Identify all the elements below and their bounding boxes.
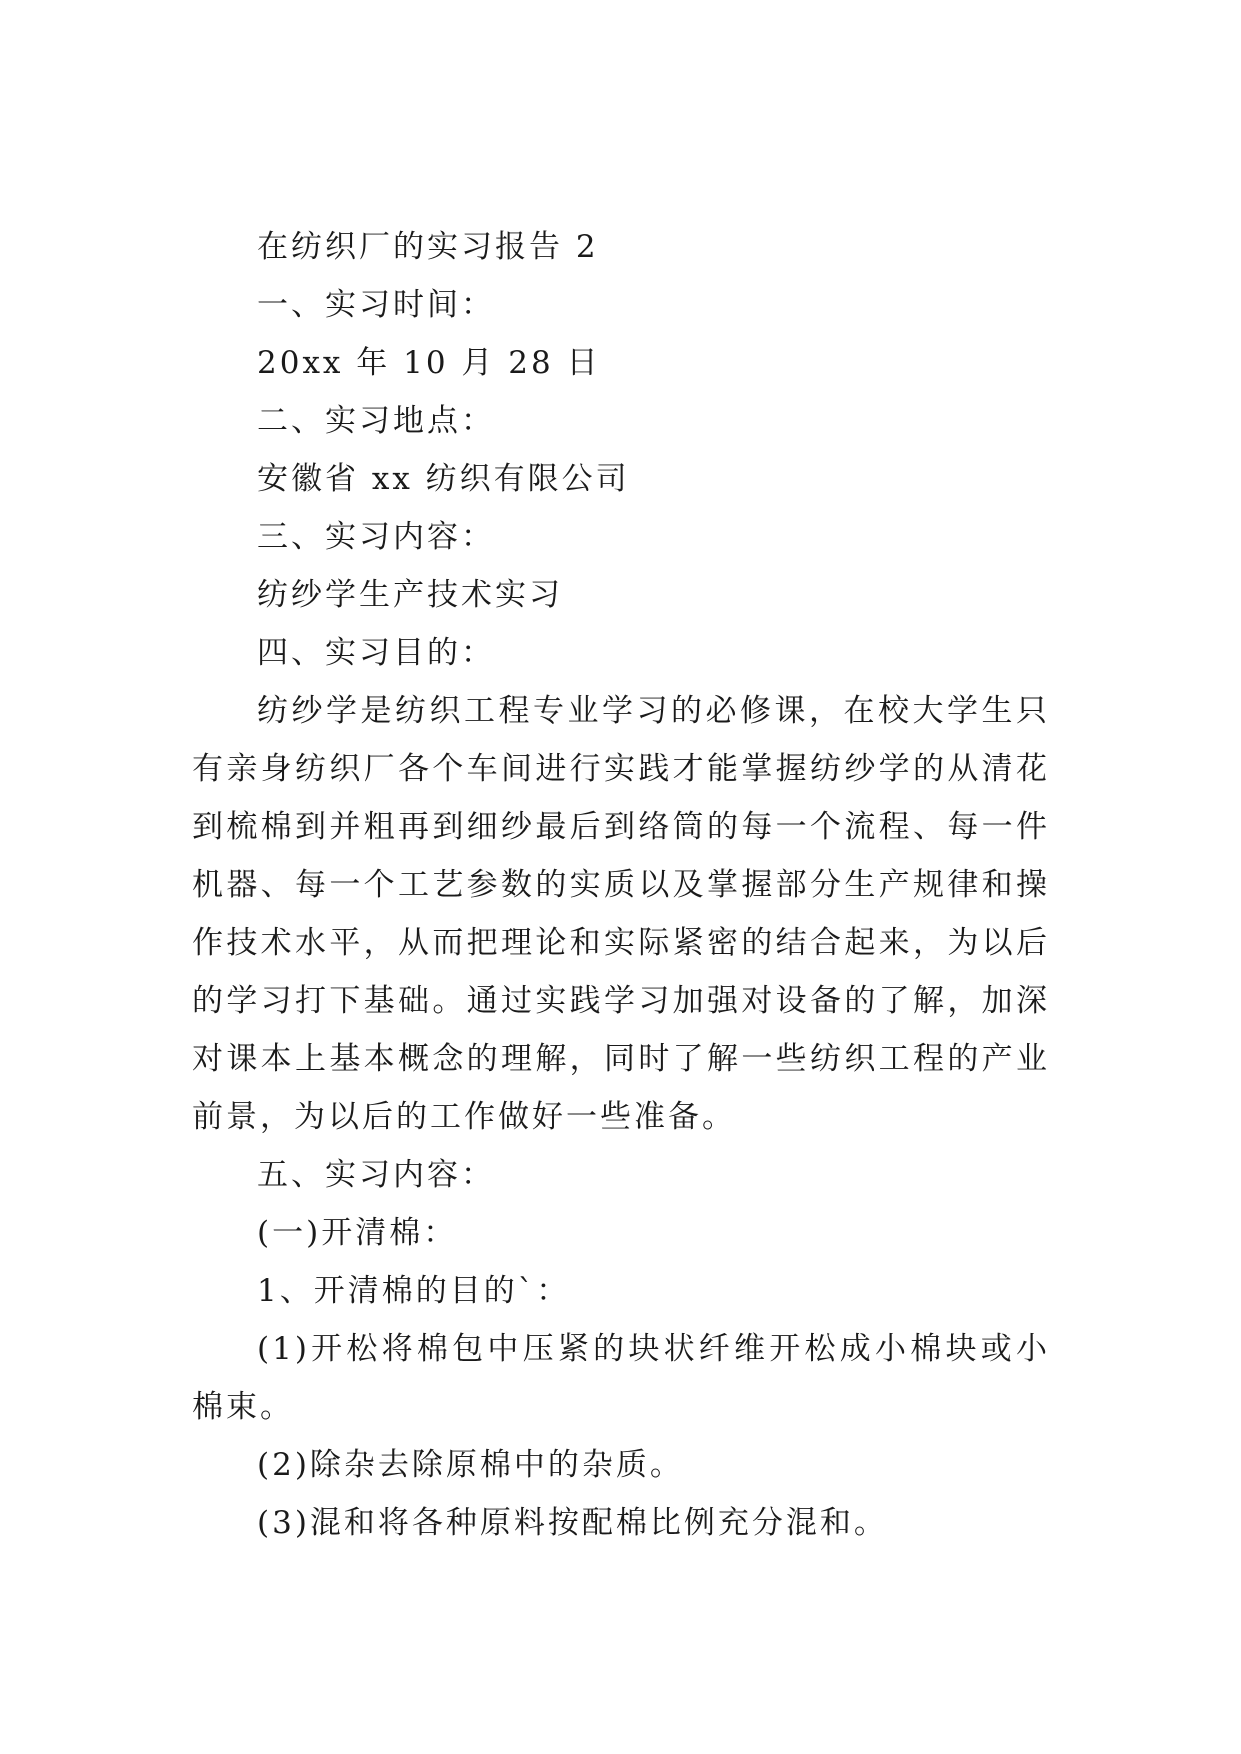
- section-value-time: 20xx 年 10 月 28 日: [257, 345, 601, 381]
- subsection-heading-opening: (一)开清棉：: [257, 1215, 458, 1251]
- section-heading-content: 三、实习内容：: [257, 519, 495, 555]
- section-value-content: 纺纱学生产技术实习: [257, 577, 563, 613]
- section-heading-time: 一、实习时间：: [257, 287, 495, 323]
- document-title: 在纺织厂的实习报告 2: [257, 229, 599, 265]
- item-point-opening: (1)开松将棉包中压紧的块状纤维开松成小棉块或小棉束。: [192, 1331, 1050, 1425]
- document-body: [192, 218, 1050, 1552]
- section-heading-content-detail: 五、实习内容：: [257, 1157, 495, 1193]
- section-paragraph-purpose: 纺纱学是纺织工程专业学习的必修课，在校大学生只有亲身纺织厂各个车间进行实践才能掌握纺纱学的从清花到梳棉到并粗再到细纱最后到络筒的每一个流程、每一件机器、每一个工艺参数的实质以及掌握部分生产规律和操作技术水平，从而把理论和实际紧密的结合起来，为以后的学习打下基础。通过实践学习加强对设备的了解，加深对课本上基本概念的理解，同时了解一些纺织工程的产业前景，为以后的工作做好一些准备。: [192, 693, 1050, 1135]
- section-heading-purpose: 四、实习目的：: [257, 635, 495, 671]
- section-heading-location: 二、实习地点：: [257, 403, 495, 439]
- item-point-mixing: (3)混和将各种原料按配棉比例充分混和。: [257, 1505, 888, 1541]
- item-heading-opening-purpose: 1、开清棉的目的`：: [257, 1273, 571, 1309]
- item-point-cleaning: (2)除杂去除原棉中的杂质。: [257, 1447, 684, 1483]
- section-value-location: 安徽省 xx 纺织有限公司: [257, 461, 630, 497]
